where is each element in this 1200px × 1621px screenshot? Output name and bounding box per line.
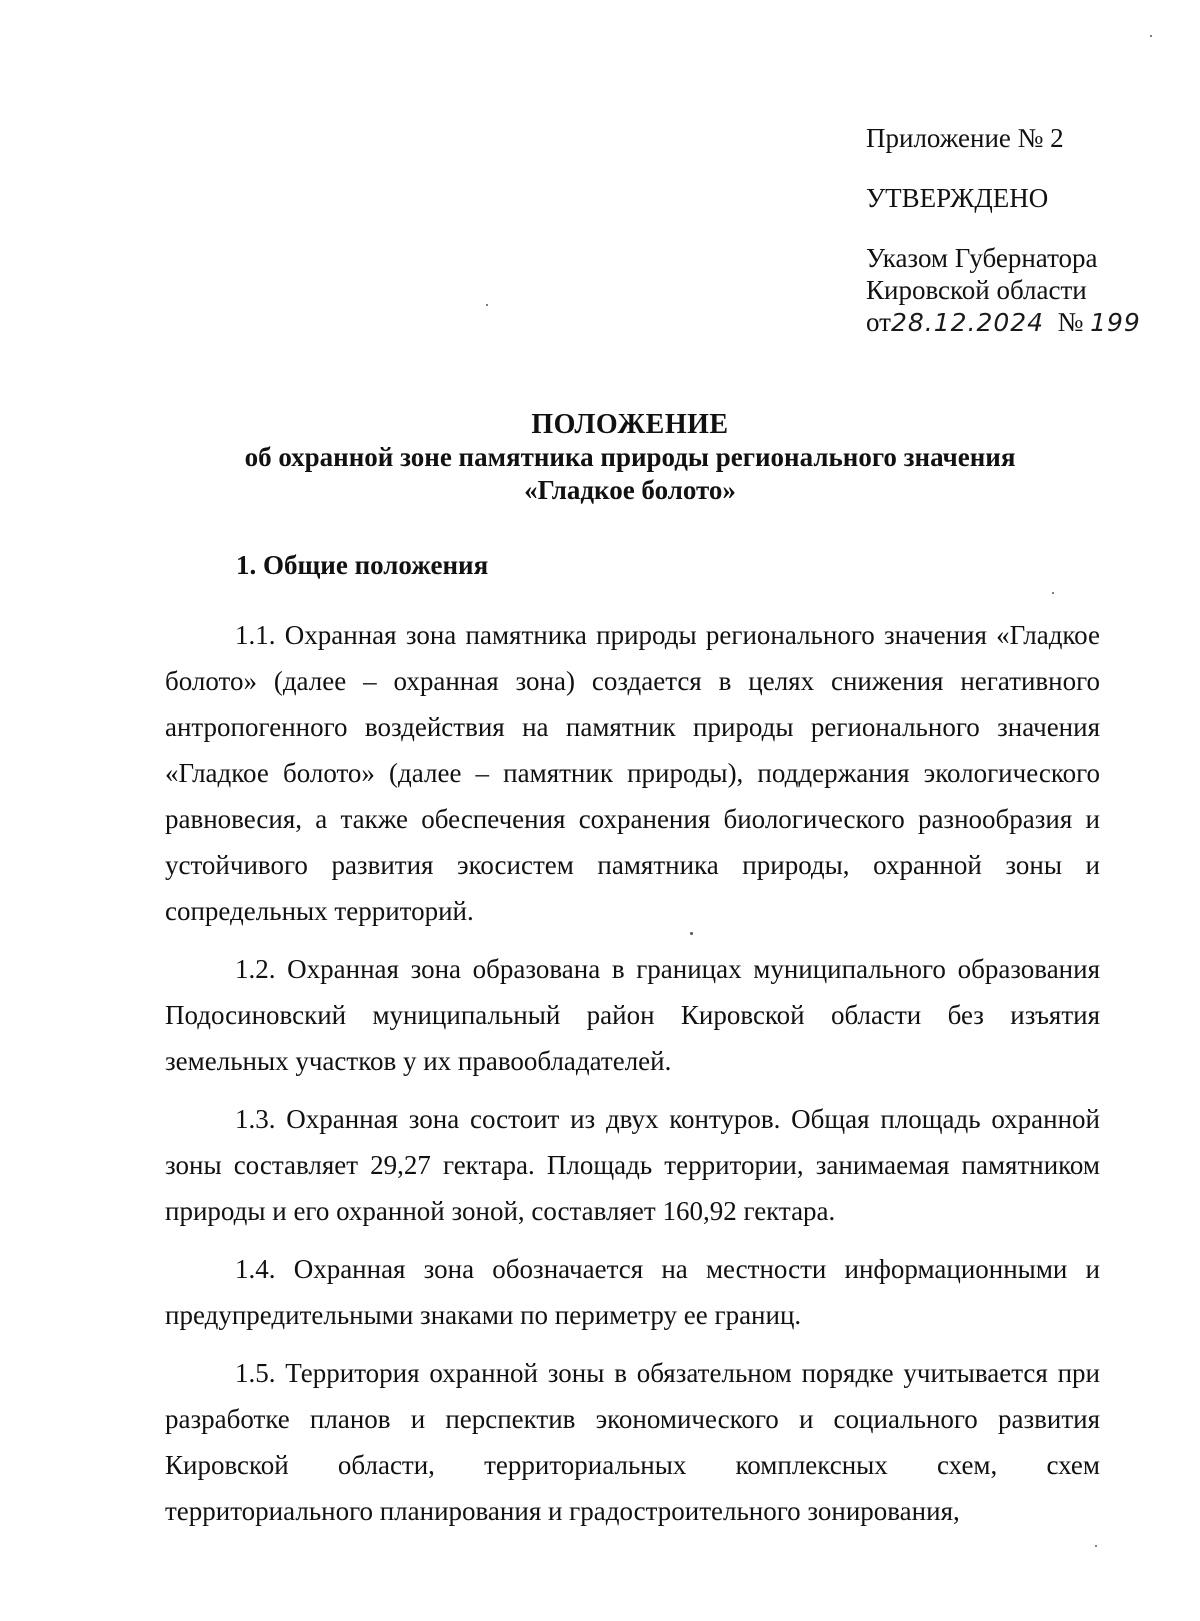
section-body bbox=[165, 612, 1100, 1546]
document-title bbox=[160, 408, 1100, 507]
scan-speck bbox=[1095, 1545, 1097, 1547]
scan-speck bbox=[486, 304, 488, 306]
paragraph-1-3: 1.3. Охранная зона состоит из двух контуров. Общая площадь охранной зоны составляет 29,27 гектара. Площадь территории, занимаемая памятником природы и его охранной зоной, составляет 160,92 гектара. bbox=[165, 1104, 1100, 1226]
handwritten-number: 199 bbox=[1090, 308, 1141, 337]
scan-speck bbox=[690, 932, 693, 935]
approved-by-line1: Указом Губернатора bbox=[866, 243, 1098, 273]
approval-date-line bbox=[866, 306, 1166, 339]
approved-by-line2: Кировской области bbox=[866, 275, 1087, 305]
title-main: ПОЛОЖЕНИЕ bbox=[531, 409, 729, 440]
approved-stamp-text: УТВЕРЖДЕНО bbox=[866, 183, 1049, 213]
handwritten-date: 28.12.2024 bbox=[890, 308, 1045, 337]
title-subtitle: об охранной зоне памятника природы регионального значения bbox=[244, 442, 1016, 472]
date-prefix: от bbox=[866, 307, 891, 337]
approval-block bbox=[866, 122, 1166, 339]
title-object-name: «Гладкое болото» bbox=[524, 475, 736, 505]
appendix-label: Приложение № 2 bbox=[866, 123, 1064, 153]
paragraph-1-1: 1.1. Охранная зона памятника природы регионального значения «Гладкое болото» (далее – охранная зона) создается в целях снижения негативного антропогенного воздействия на памятник природы регионального значения «Гладкое болото» (далее – памятник природы), поддержания экологического равновесия, а также обеспечения сохранения биологического разнообразия и устойчивого развития экосистем памятника природы, охранной зоны и сопредельных территорий. bbox=[165, 620, 1100, 926]
paragraph-1-4: 1.4. Охранная зона обозначается на местности информационными и предупредительными знаками по периметру ее границ. bbox=[165, 1254, 1100, 1330]
paragraph-1-2: 1.2. Охранная зона образована в границах муниципального образования Подосиновский муниципальный район Кировской области без изъятия земельных участков у их правообладателей. bbox=[165, 954, 1100, 1076]
scan-speck bbox=[1150, 35, 1152, 37]
section-heading: 1. Общие положения bbox=[236, 550, 489, 580]
number-prefix: № bbox=[1057, 307, 1084, 337]
scan-speck bbox=[1052, 592, 1054, 594]
paragraph-1-5: 1.5. Территория охранной зоны в обязательном порядке учитывается при разработке планов и перспектив экономического и социального развития Кировской области, территориальных комплексных схем, схем территориального планирования и градостроительного зонирования, bbox=[165, 1358, 1100, 1526]
